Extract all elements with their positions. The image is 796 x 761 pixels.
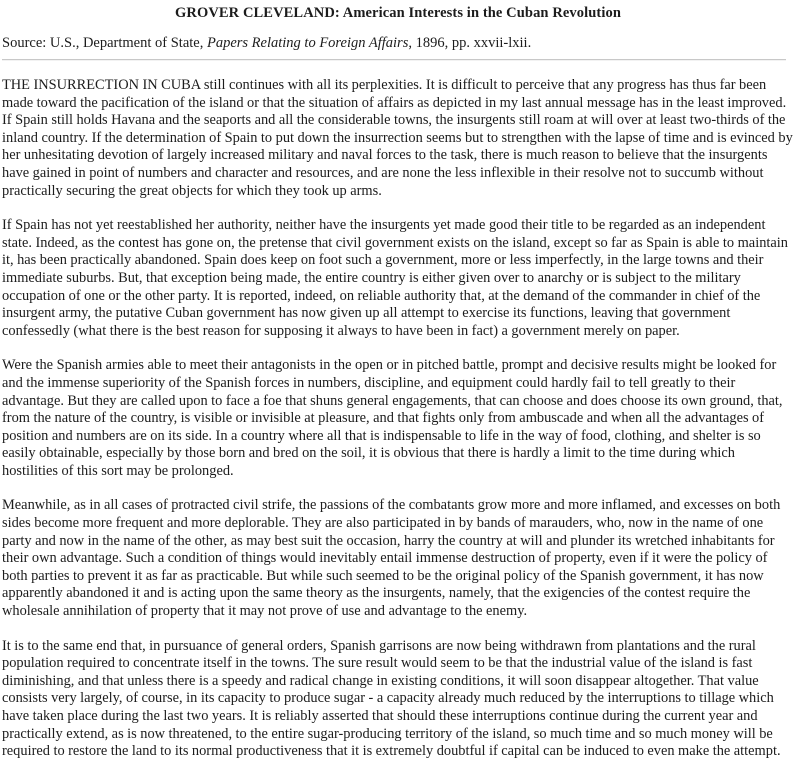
- page-title: GROVER CLEVELAND: American Interests in the Cuban Revolution: [175, 5, 621, 21]
- source-prefix: Source: U.S., Department of State,: [2, 35, 207, 51]
- paragraph: It is to the same end that, in pursuance of general orders, Spanish garrisons are now being withdrawn from plantations and the rural population required to concentrate itself in the towns. The sure result would seem to be that the industrial value of the island is fast diminishing, and that unless there is a speedy and radical change in existing conditions, it will soon disappear altogether. That value consists very largely, of course, in its capacity to produce sugar - a capacity already much reduced by the interruptions to tillage which have taken place during the last two years. It is reliably asserted that should these interruptions continue during the current year and practically extend, as is now threatened, to the entire sugar-producing territory of the island, so much time and so much money will be required to restore the land to its normal productiveness that it is extremely doubtful if capital can be induced to even make the attempt.: [2, 637, 781, 760]
- source-suffix: , 1896, pp. xxvii-lxii.: [408, 35, 532, 51]
- paragraph: Meanwhile, as in all cases of protracted civil strife, the passions of the combatants grow more and more inflamed, and excesses on both sides become more frequent and more deplorable. They are also participated in by bands of marauders, who, now in the name of one party and now in the name of the other, as may best suit the occasion, harry the country at will and plunder its wretched inhabitants for their own advantage. Such a condition of things would inevitably entail immense destruction of property, even if it were the policy of both parties to prevent it as far as practicable. But while such seemed to be the original policy of the Spanish government, it has now apparently abandoned it and is acting upon the same theory as the insurgents, namely, that the exigencies of the contest require the wholesale annihilation of property that it may not prove of use and advantage to the enemy.: [2, 497, 781, 620]
- document-page: [0, 4, 796, 761]
- source-work-title: Papers Relating to Foreign Affairs: [206, 35, 409, 51]
- paragraph: Were the Spanish armies able to meet their antagonists in the open or in pitched battle, prompt and decisive results might be looked for and the immense superiority of the Spanish forces in numbers, discipline, and equipment could hardly fail to tell greatly to their advantage. But they are called upon to face a foe that shuns general engagements, that can choose and does choose its own ground, that, from the nature of the country, is visible or invisible at pleasure, and that fights only from ambuscade and when all the advantages of position and numbers are on its side. In a country where all that is indispensable to life in the way of food, clothing, and shelter is so easily obtainable, especially by those born and bred on the soil, it is obvious that there is hardly a limit to the time during which hostilities of this sort may be prolonged.: [2, 357, 783, 479]
- header-divider: [2, 59, 786, 61]
- source-citation: [2, 34, 794, 52]
- paragraph: THE INSURRECTION IN CUBA still continues with all its perplexities. It is difficult to perceive that any progress has thus far been made toward the pacification of the island or that the situation of affairs as depicted in my last annual message has in the least improved. If Spain still holds Havana and the seaports and all the considerable towns, the insurgents still roam at will over at least two-thirds of the inland country. If the determination of Spain to put down the insurrection seems but to strengthen with the lapse of time and is evinced by her unhesitating devotion of largely increased military and naval forces to the task, there is much reason to believe that the insurgents have gained in point of numbers and character and resources, and are none the less inflexible in their resolve not to succumb without practically securing the great objects for which they took up arms.: [2, 77, 793, 199]
- document-body: [2, 77, 794, 761]
- paragraph: If Spain has not yet reestablished her authority, neither have the insurgents yet made good their title to be regarded as an independent state. Indeed, as the contest has gone on, the pretense that civil government exists on the island, except so far as Spain is able to maintain it, has been practically abandoned. Spain does keep on foot such a government, more or less imperfectly, in the large towns and their immediate suburbs. But, that exception being made, the entire country is either given over to anarchy or is subject to the military occupation of one or the other party. It is reported, indeed, on reliable authority that, at the demand of the commander in chief of the insurgent army, the putative Cuban government has now given up all attempt to exercise its functions, leaving that government confessedly (what there is the best reason for supposing it always to have been in fact) a government merely on paper.: [2, 217, 788, 339]
